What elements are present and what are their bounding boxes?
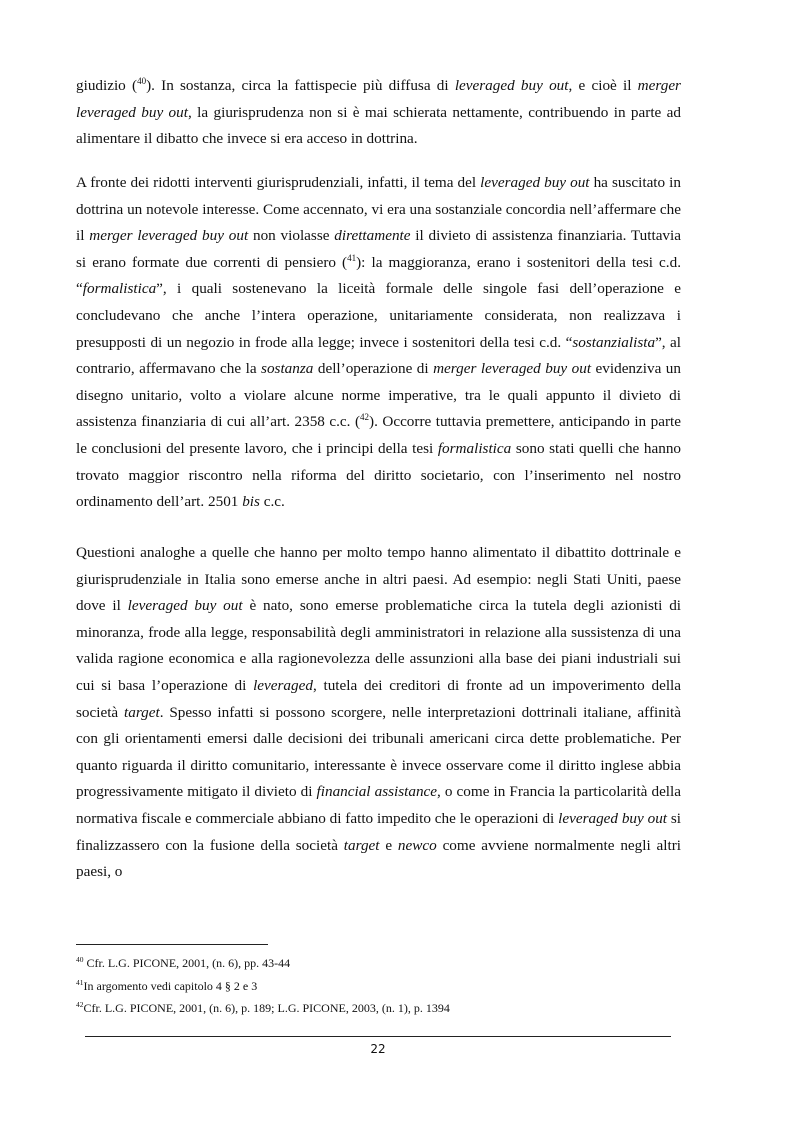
footnote-text: In argomento vedi capitolo 4 § 2 e 3 bbox=[83, 978, 258, 993]
footnote-separator bbox=[76, 944, 268, 945]
footnote-number: 41 bbox=[76, 977, 84, 987]
text-run: il divieto di assistenza finanziaria. Tuttavia si erano formate due correnti di pensiero ( bbox=[76, 227, 681, 271]
text-run: sono stati quelli che hanno trovato maggior riscontro nella riforma del diritto societario, con l’inserimento nel nostro ordinamento dell’art. 2501 bbox=[76, 439, 682, 511]
footnote-42 bbox=[76, 997, 681, 1020]
text-run: ): la maggioranza, erano i sostenitori della tesi c.d. “ bbox=[76, 253, 681, 298]
italic-term: leveraged bbox=[253, 676, 313, 694]
text-run: ”, i quali sostenevano la liceità formale delle singole fasi dell’operazione e concludevano che anche l’intera operazione, unitariamente considerata, non realizzava i presupposti di un negozio in frode alla legge; invece i sostenitori della tesi c.d. “ bbox=[76, 280, 681, 351]
text-run: , la giurisprudenza non si è mai schierata nettamente, contribuendo in parte ad alimentare il dibatto che invece si era acceso in dottrina. bbox=[76, 103, 681, 148]
italic-term: target bbox=[124, 703, 160, 721]
text-run: evidenziva un disegno unitario, volto a violare alcune norme imperative, tra le quali appunto il divieto di assistenza finanziaria di cui all’art. 2358 c.c. ( bbox=[76, 360, 681, 431]
text-run: A fronte dei ridotti interventi giurisprudenziali, infatti, il tema del bbox=[76, 174, 481, 191]
footnote-text: Cfr. L.G. PICONE, 2001, (n. 6), p. 189; L.G. PICONE, 2003, (n. 1), p. 1394 bbox=[83, 1001, 450, 1015]
text-run: , o come in Francia la particolarità della normativa fiscale e commerciale abbiano di fatto impedito che le operazioni di bbox=[76, 783, 681, 827]
text-run: ). In sostanza, circa la fattispecie più diffusa di bbox=[146, 77, 455, 94]
text-run: non violasse bbox=[248, 227, 335, 245]
italic-term: leveraged buy out bbox=[558, 809, 668, 827]
text-run: giudizio ( bbox=[76, 77, 138, 94]
italic-term: leveraged buy out bbox=[454, 77, 569, 94]
footnote-text: Cfr. L.G. PICONE, 2001, (n. 6), pp. 43-44 bbox=[83, 956, 291, 970]
italic-term: merger leveraged buy out bbox=[89, 227, 249, 245]
footnote-number: 42 bbox=[76, 1000, 84, 1009]
text-run: ”, al contrario, affermavano che la bbox=[76, 333, 681, 378]
italic-term: bis bbox=[242, 493, 260, 511]
text-run: ha suscitato in dottrina un notevole interesse. Come accennato, vi era una sostanziale concordia nell’affermare che il bbox=[76, 174, 681, 245]
italic-term: newco bbox=[397, 836, 437, 854]
footnote-number: 40 bbox=[76, 955, 84, 964]
italic-term: merger leveraged buy out bbox=[433, 360, 592, 378]
text-run: Questioni analoghe a quelle che hanno per molto tempo hanno alimentato il dibattito dottrinale e giurisprudenziale in Italia sono emerse anche in altri paesi. Ad esempio: negli Stati Uniti, paese dove il bbox=[76, 544, 681, 615]
text-run: , tutela dei creditori di fronte ad un impoverimento della società bbox=[76, 676, 681, 721]
footnote-reference: 40 bbox=[137, 75, 147, 86]
body-paragraph bbox=[76, 170, 681, 516]
italic-term: formalistica bbox=[437, 439, 512, 457]
italic-term: sostanza bbox=[261, 360, 314, 378]
italic-term: sostanzialista bbox=[572, 333, 656, 351]
text-run: è nato, sono emerse problematiche circa la tutela degli azionisti di minoranza, frode alla legge, responsabilità degli amministratori in relazione alla sussistenza di una valida ragione economica e alla ragionevolezza delle assunzioni alla base dei piani industriali sui cui si basa l’operazione di bbox=[76, 597, 682, 694]
text-run: si finalizzassero con la fusione della società bbox=[76, 809, 682, 854]
italic-term: leveraged buy out bbox=[480, 174, 590, 191]
body-paragraph bbox=[76, 540, 681, 886]
italic-term: leveraged buy out bbox=[127, 597, 243, 615]
text-run: dell’operazione di bbox=[313, 360, 434, 378]
footnote-reference: 42 bbox=[360, 412, 370, 423]
text-run: come avviene normalmente negli altri paesi, o bbox=[76, 836, 681, 881]
footnote-40 bbox=[76, 952, 681, 975]
text-run: ). Occorre tuttavia premettere, anticipando in parte le conclusioni del presente lavoro, che i principi della tesi bbox=[76, 413, 681, 457]
body-paragraph bbox=[76, 73, 681, 153]
text-run: . Spesso infatti si possono scorgere, nelle interpretazioni dottrinali italiane, affinità con gli orientamenti emersi dalle decisioni dei tribunali americani circa dette problematiche. Per quanto riguarda il diritto comunitario, interessante è invece osservare come il diritto inglese abbia progressivamente mitigato il divieto di bbox=[76, 703, 681, 801]
text-run: e bbox=[379, 836, 398, 854]
footnote-41 bbox=[76, 975, 681, 998]
italic-term: target bbox=[343, 836, 380, 854]
page-number: 22 bbox=[370, 1042, 386, 1056]
page-footer-rule bbox=[85, 1036, 671, 1037]
italic-term: financial assistance bbox=[316, 783, 438, 801]
italic-term: formalistica bbox=[82, 280, 157, 298]
footnotes bbox=[76, 952, 681, 1020]
italic-term: merger leveraged buy out bbox=[76, 77, 681, 121]
text-run: c.c. bbox=[259, 493, 285, 511]
footnote-reference: 41 bbox=[347, 252, 357, 263]
italic-term: direttamente bbox=[334, 227, 411, 245]
text-run: , e cioè il bbox=[568, 77, 638, 94]
